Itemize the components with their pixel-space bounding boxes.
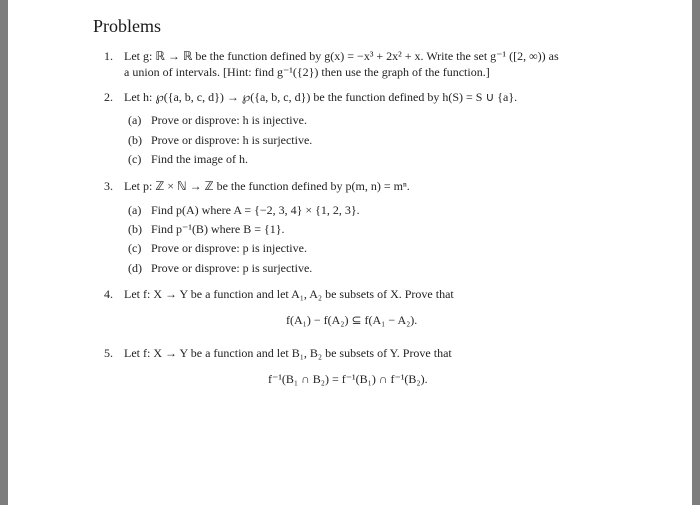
problem-number: 3. [104,179,113,193]
subpart-label: (b) [128,222,142,236]
subpart [128,133,312,148]
problem-text-line: Let g: ℝ → ℝ be the function defined by g(x) = −x³ + 2x² + x. Write the set g⁻¹ ([2, ∞)) as [124,49,559,63]
subpart-text: Prove or disprove: p is injective. [151,241,307,255]
problem-text-line: Let h: ℘({a, b, c, d}) → ℘({a, b, c, d}) be the function defined by h(S) = S ∪ {a}. [124,90,518,104]
display-equation: f⁻¹(B₁ ∩ B₂) = f⁻¹(B₁) ∩ f⁻¹(B₂). [268,372,428,386]
right-border [692,0,700,505]
subpart-label: (d) [128,261,142,275]
problem-text-line: Let p: ℤ × ℕ → ℤ be the function defined by p(m, n) = mⁿ. [124,179,410,193]
subpart [128,152,248,167]
subpart-text: Find the image of h. [151,152,248,166]
subpart-text: Find p(A) where A = {−2, 3, 4} × {1, 2, 3}. [151,203,360,217]
left-border [0,0,8,505]
problem-text-line: a union of intervals. [Hint: find g⁻¹({2}) then use the graph of the function.] [124,65,490,79]
display-equation: f(A₁) − f(A₂) ⊆ f(A₁ − A₂). [286,313,418,327]
subpart [128,222,285,237]
problem-number: 5. [104,346,113,360]
subpart-text: Prove or disprove: h is injective. [151,113,307,127]
problem-text-line: Let f: X → Y be a function and let B₁, B₂ be subsets of Y. Prove that [124,346,452,360]
problem-text-line: Let f: X → Y be a function and let A₁, A₂ be subsets of X. Prove that [124,287,454,301]
subpart-text: Prove or disprove: p is surjective. [151,261,313,275]
subpart-label: (a) [128,113,142,127]
subpart-label: (c) [128,241,142,255]
subpart [128,261,312,276]
subpart-text: Prove or disprove: h is surjective. [151,133,313,147]
subpart [128,241,307,256]
page-title: Problems [93,16,162,36]
subpart [128,113,307,128]
subpart [128,203,360,218]
subpart-label: (c) [128,152,142,166]
subpart-text: Find p⁻¹(B) where B = {1}. [151,222,285,236]
subpart-label: (a) [128,203,142,217]
problem-number: 4. [104,287,113,301]
problem-number: 1. [104,49,113,63]
subpart-label: (b) [128,133,142,147]
problem-number: 2. [104,90,113,104]
